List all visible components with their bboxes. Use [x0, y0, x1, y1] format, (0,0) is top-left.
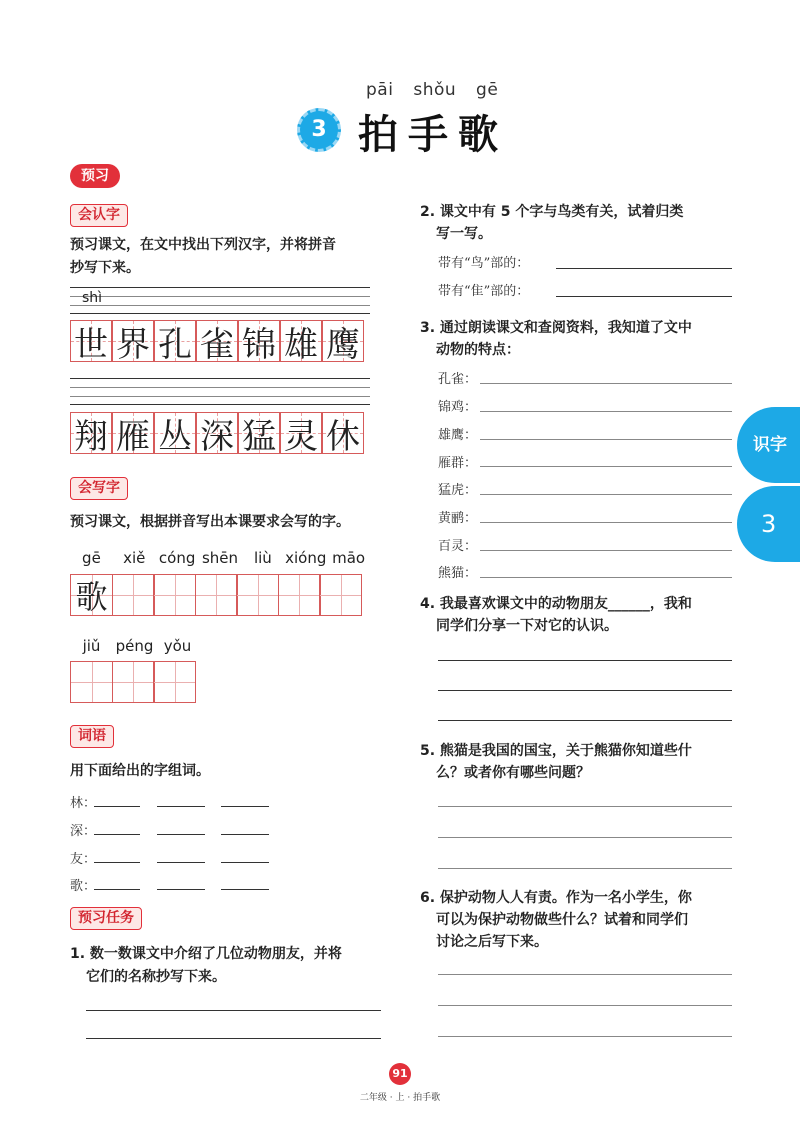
- word-char-label: 深：: [70, 824, 97, 839]
- animal-label: 猛虎：: [438, 483, 478, 498]
- title-pinyin: pāi shǒu gē: [366, 80, 499, 100]
- pinyin: péng: [115, 637, 154, 655]
- task-2-line-2: 写一写。: [436, 226, 492, 242]
- char-cell: 界: [112, 320, 154, 362]
- write-grid-1: [70, 574, 362, 616]
- pinyin: jiǔ: [82, 637, 101, 655]
- animal-label: 雄鹰：: [438, 428, 478, 443]
- write-cell[interactable]: [112, 574, 155, 616]
- animal-label: 锦鸡：: [438, 400, 478, 415]
- char-cell: 休: [322, 412, 364, 454]
- pinyin: yǒu: [163, 637, 192, 655]
- char-cell: 猛: [238, 412, 280, 454]
- lesson-number-badge: 3: [297, 108, 341, 152]
- write-cell[interactable]: 歌: [70, 574, 113, 616]
- char-cell: 翔: [70, 412, 112, 454]
- pinyin: liù: [253, 549, 272, 567]
- task-4-line-1: 4. 我最喜欢课文中的动物朋友______，我和: [420, 596, 692, 612]
- footer-caption: 二年级 · 上 · 拍手歌: [359, 1093, 441, 1103]
- pinyin: shēn: [201, 549, 239, 567]
- char-cell: 孔: [154, 320, 196, 362]
- tasks-tag: 预习任务: [70, 907, 142, 930]
- task-5-line-2: 么？或者你有哪些问题？: [436, 765, 590, 781]
- q2-label-bird: 带有“鸟”部的：: [438, 256, 530, 271]
- char-cell: 深: [196, 412, 238, 454]
- side-tab-label: 识字: [737, 407, 800, 483]
- char-cell: 锦: [238, 320, 280, 362]
- write-cell[interactable]: [195, 574, 238, 616]
- write-grid-2: [70, 661, 196, 703]
- task-3-line-2: 动物的特点：: [436, 342, 520, 358]
- task-6-line-2: 可以为保护动物做些什么？试着和同学们: [436, 912, 688, 928]
- write-cell[interactable]: [112, 661, 155, 703]
- q2-label-zhui: 带有“隹”部的：: [438, 284, 530, 299]
- recognize-row-1: [70, 320, 364, 365]
- char-cell: 世: [70, 320, 112, 362]
- write-cell[interactable]: [70, 661, 113, 703]
- task-6-line-1: 6. 保护动物人人有责。作为一名小学生，你: [420, 890, 692, 906]
- animal-label: 百灵：: [438, 539, 478, 554]
- word-char-label: 友：: [70, 852, 97, 867]
- example-pinyin: shì: [82, 290, 103, 306]
- char-cell: 雀: [196, 320, 238, 362]
- side-tab-number: 3: [737, 486, 800, 562]
- recognize-instruction-2: 抄写下来。: [70, 260, 140, 276]
- animal-label: 雁群：: [438, 456, 478, 471]
- write-pinyin-row-1: [70, 549, 370, 567]
- page-title: 拍手歌: [358, 112, 508, 158]
- char-cell: 雄: [280, 320, 322, 362]
- animal-label: 黄鹂：: [438, 511, 478, 526]
- write-cell[interactable]: [319, 574, 362, 616]
- words-tag: 词语: [70, 725, 114, 748]
- char-cell: 鹰: [322, 320, 364, 362]
- write-pinyin-row-2: [70, 637, 199, 655]
- recognize-tag: 会认字: [70, 204, 128, 227]
- write-tag: 会写字: [70, 477, 128, 500]
- pinyin: xiě: [123, 549, 146, 567]
- task-5-line-1: 5. 熊猫是我国的国宝，关于熊猫你知道些什: [420, 743, 692, 759]
- words-instruction: 用下面给出的字组词。: [70, 763, 210, 779]
- word-char-label: 林：: [70, 796, 97, 811]
- char-cell: 丛: [154, 412, 196, 454]
- task-3-line-1: 3. 通过朗读课文和查阅资料，我知道了文中: [420, 320, 692, 336]
- pinyin: gē: [82, 549, 101, 567]
- write-cell[interactable]: [236, 574, 279, 616]
- write-cell[interactable]: [278, 574, 321, 616]
- page-number: 91: [389, 1063, 411, 1085]
- char-cell: 雁: [112, 412, 154, 454]
- pinyin: māo: [332, 549, 366, 567]
- write-cell[interactable]: [153, 661, 196, 703]
- write-cell[interactable]: [153, 574, 196, 616]
- animal-label: 孔雀：: [438, 372, 478, 387]
- preview-badge: 预习: [70, 164, 120, 188]
- task-6-line-3: 讨论之后写下来。: [436, 934, 548, 950]
- task-4-line-2: 同学们分享一下对它的认识。: [436, 618, 618, 634]
- task-2-line-1: 2. 课文中有 5 个字与鸟类有关，试着归类: [420, 204, 684, 220]
- recognize-instruction-1: 预习课文，在文中找出下列汉字，并将拼音: [70, 237, 336, 253]
- animal-label: 熊猫：: [438, 566, 478, 581]
- write-instruction: 预习课文，根据拼音写出本课要求会写的字。: [70, 514, 350, 530]
- pinyin: cóng: [158, 549, 196, 567]
- pinyin: xióng: [285, 549, 327, 567]
- char-cell: 灵: [280, 412, 322, 454]
- task-1-line-1: 1. 数一数课文中介绍了几位动物朋友，并将: [70, 946, 342, 962]
- recognize-row-2: [70, 412, 364, 457]
- word-char-label: 歌：: [70, 879, 97, 894]
- task-1-line-2: 它们的名称抄写下来。: [86, 969, 226, 985]
